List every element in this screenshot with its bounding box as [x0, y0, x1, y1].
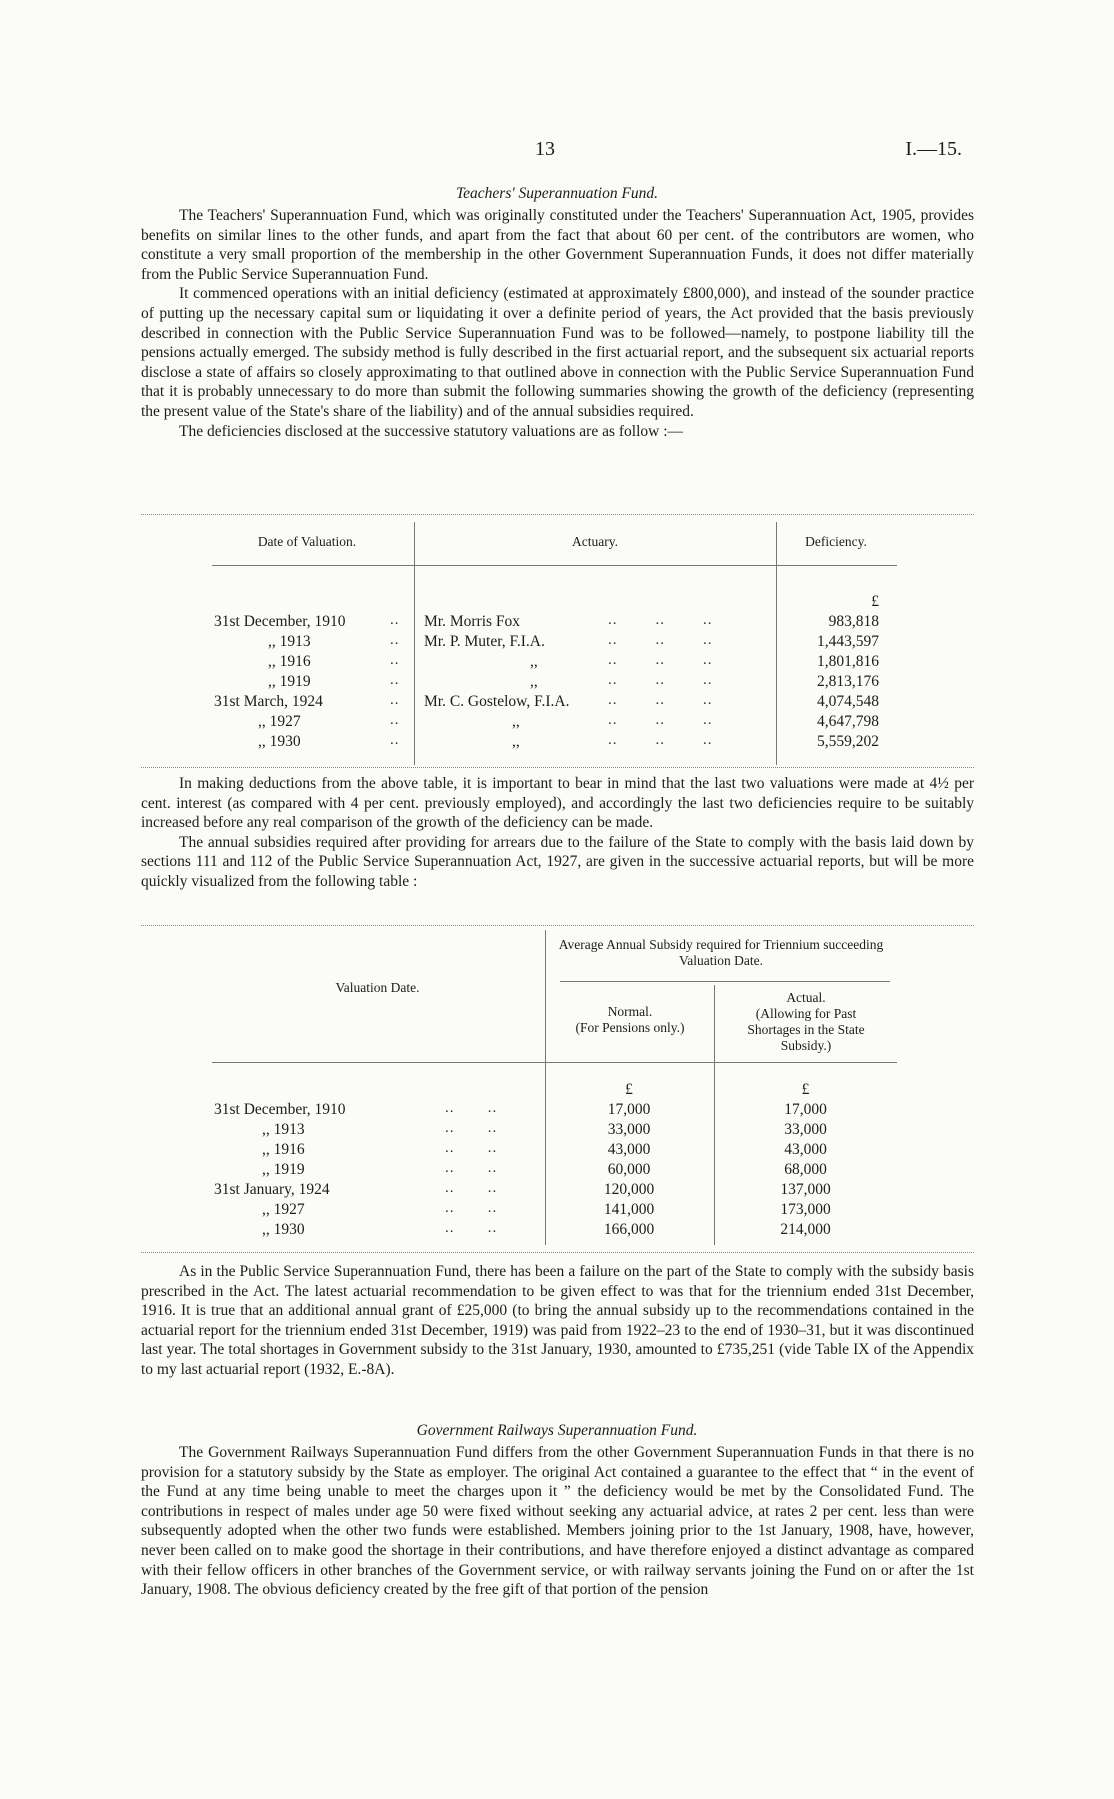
leader-dots: ..	[390, 692, 400, 708]
leader-dots: ..	[390, 672, 400, 688]
leader-dots: .. .. ..	[608, 632, 713, 648]
header-rule	[212, 565, 897, 566]
table-cell-actual: 68,000	[784, 1161, 827, 1178]
table-cell-date: ,, 1913	[262, 1121, 305, 1138]
leader-dots: ..	[390, 732, 400, 748]
table-rule	[141, 1252, 974, 1253]
leader-dots: .. .. ..	[608, 732, 713, 748]
group-header-subsidy: Average Annual Subsidy required for Triennium succeeding Valuation Date.	[558, 937, 884, 968]
col-header-valuation-date: Valuation Date.	[335, 980, 420, 995]
leader-dots: .. ..	[445, 1160, 498, 1176]
table-cell-actual: 43,000	[784, 1141, 827, 1158]
col-header-deficiency: Deficiency.	[805, 534, 867, 549]
col-header-actual: Actual. (Allowing for Past Shortages in the State Subsidy.)	[747, 990, 865, 1053]
table-cell-actual: 173,000	[780, 1201, 831, 1218]
table-rule	[141, 767, 974, 768]
table-rule	[141, 514, 974, 515]
table-rule	[141, 925, 974, 926]
table-cell-actuary: Mr. C. Gostelow, F.I.A.	[424, 693, 570, 710]
section-title-railways: Government Railways Superannuation Fund.	[416, 1422, 698, 1439]
after-table-body	[141, 1262, 974, 1380]
col-header-actuary: Actuary.	[572, 534, 618, 549]
table-cell-actual: 137,000	[780, 1181, 831, 1198]
table-cell-actuary: ,,	[530, 673, 538, 690]
table-cell-normal: 120,000	[603, 1181, 655, 1198]
table-cell-date: ,, 1927	[262, 1201, 305, 1218]
leader-dots: .. ..	[445, 1120, 498, 1136]
table-cell-date: ,, 1927	[258, 713, 301, 730]
table-cell-date: ,, 1913	[268, 633, 311, 650]
leader-dots: .. ..	[445, 1220, 498, 1236]
table-cell-actuary: ,,	[530, 653, 538, 670]
table-cell-actuary: Mr. Morris Fox	[424, 613, 521, 630]
paragraph: The deficiencies disclosed at the successive statutory valuations are as follow :—	[179, 422, 684, 440]
header-rule	[212, 1062, 897, 1063]
page-number: 13	[535, 138, 555, 160]
section2-body	[141, 1443, 974, 1600]
table-cell-deficiency: 5,559,202	[817, 733, 879, 750]
leader-dots: .. .. ..	[608, 672, 713, 688]
table-cell-actuary: Mr. P. Muter, F.I.A.	[424, 633, 545, 650]
table-cell-date: ,, 1930	[258, 733, 301, 750]
table-cell-deficiency: 2,813,176	[817, 673, 879, 690]
table-cell-deficiency: 4,647,798	[817, 713, 879, 730]
leader-dots: .. ..	[445, 1180, 498, 1196]
table-cell-normal: 141,000	[603, 1201, 655, 1218]
middle-body	[141, 774, 974, 892]
table-cell-date: ,, 1930	[262, 1221, 305, 1238]
column-divider	[414, 522, 415, 765]
table-cell-deficiency: 1,443,597	[817, 633, 879, 650]
paragraph: The Government Railways Superannuation Fund differs from the other Government Superannuation Funds in that there is no provision for a statutory subsidy by the State as employer. The original Act contained a guarantee to the effect that “ in the event of the Fund at any time being unable to meet the charges upon it ” the deficiency would be met by the Consolidated Fund. The contributions in respect of males under age 50 were fixed without seeking any actuarial advice, at rates 2 per cent. less than were subsequently adopted when the other two funds were established. Members joining prior to the 1st January, 1908, have, however, never been called on to make good the shortage in their contributions, and have therefore enjoyed a distinct advantage as compared with their fellow officers in other branches of the Government service, or with railway servants joining the Fund on or after the 1st January, 1908. The obvious deficiency created by the free gift of that portion of the pension	[141, 1444, 974, 1599]
table-cell-date: ,, 1919	[262, 1161, 305, 1178]
table-cell-actuary: ,,	[512, 733, 520, 750]
group-header-rule	[560, 981, 890, 982]
table-cell-deficiency: 4,074,548	[817, 693, 879, 710]
currency-symbol: £	[625, 1081, 633, 1098]
table-cell-normal: 60,000	[607, 1161, 651, 1178]
leader-dots: .. .. ..	[608, 612, 713, 628]
leader-dots: ..	[390, 712, 400, 728]
leader-dots: ..	[390, 612, 400, 628]
table-cell-actual: 33,000	[784, 1121, 827, 1138]
document-reference: I.—15.	[905, 138, 962, 160]
table-cell-date: ,, 1916	[262, 1141, 305, 1158]
leader-dots: .. ..	[445, 1200, 498, 1216]
table-cell-date: 31st December, 1910	[214, 1101, 346, 1118]
leader-dots: .. ..	[445, 1140, 498, 1156]
table-cell-deficiency: 1,801,816	[817, 653, 879, 670]
col-header-normal: Normal. (For Pensions only.)	[575, 1004, 685, 1035]
paragraph: The annual subsidies required after providing for arrears due to the failure of the State to comply with the basis laid down by sections 111 and 112 of the Public Service Superannuation Act, 1927, are given in the successive actuarial reports, but will be more quickly visualized from the following table :	[141, 833, 974, 890]
table-cell-normal: 17,000	[607, 1101, 651, 1118]
table-cell-date: 31st March, 1924	[214, 693, 323, 710]
leader-dots: .. ..	[445, 1100, 498, 1116]
section-title-teachers: Teachers' Superannuation Fund.	[455, 185, 659, 202]
leader-dots: .. .. ..	[608, 712, 713, 728]
leader-dots: .. .. ..	[608, 692, 713, 708]
table-cell-date: ,, 1919	[268, 673, 311, 690]
section1-body	[141, 206, 974, 441]
col-header-date: Date of Valuation.	[257, 534, 357, 549]
page-header	[0, 138, 1114, 164]
table-cell-date: 31st January, 1924	[214, 1181, 330, 1198]
table-cell-normal: 166,000	[603, 1221, 655, 1238]
paragraph: It commenced operations with an initial deficiency (estimated at approximately £800,000), and instead of the sounder practice of putting up the necessary capital sum or liquidating it over a definite period of years, the Act provided that the basis previously described in connection with the Public Service Superannuation Fund was to be followed—namely, to postpone liability till the pensions actually emerged. The subsidy method is fully described in the first actuarial report, and the subsequent six actuarial reports disclose a state of affairs so closely approximating to that outlined above in connection with the Public Service Superannuation Fund that it is probably unnecessary to do more than submit the following summaries showing the growth of the deficiency (representing the present value of the State's share of the liability) and of the annual subsidies required.	[141, 285, 974, 420]
table-cell-normal: 43,000	[607, 1141, 651, 1158]
paragraph: As in the Public Service Superannuation Fund, there has been a failure on the part of the State to comply with the subsidy basis prescribed in the Act. The latest actuarial recommendation to be given effect to was that for the triennium ended 31st December, 1916. It is true that an additional annual grant of £25,000 (to bring the annual subsidy up to the recommendations contained in the actuarial report for the triennium ended 31st December, 1919) was paid from 1922–23 to the end of 1930–31, but it was discontinued last year. The total shortages in Government subsidy to the 31st January, 1930, amounted to £735,251 (vide Table IX of the Appendix to my last actuarial report (1932, E.-8A).	[141, 1263, 974, 1378]
currency-symbol: £	[871, 593, 879, 610]
table-cell-actual: 17,000	[784, 1101, 827, 1118]
table-cell-actual: 214,000	[780, 1221, 831, 1238]
paragraph: In making deductions from the above table, it is important to bear in mind that the last two valuations were made at 4½ per cent. interest (as compared with 4 per cent. previously employed), and accordingly the last two deficiencies require to be suitably increased before any real comparison of the growth of the deficiency can be made.	[141, 775, 974, 832]
table-cell-deficiency: 983,818	[828, 613, 879, 630]
table-cell-date: ,, 1916	[268, 653, 311, 670]
table-cell-normal: 33,000	[607, 1121, 651, 1138]
paragraph: The Teachers' Superannuation Fund, which was originally constituted under the Teachers' Superannuation Act, 1905, provides benefits on similar lines to the other funds, and apart from the fact that about 60 per cent. of the contributors are women, who constitute a very small proportion of the membership in the other Government Superannuation Funds, it does not differ materially from the Public Service Superannuation Fund.	[141, 207, 974, 283]
currency-symbol: £	[801, 1081, 810, 1098]
table-cell-actuary: ,,	[512, 713, 520, 730]
table-cell-date: 31st December, 1910	[214, 613, 346, 630]
leader-dots: ..	[390, 652, 400, 668]
leader-dots: .. .. ..	[608, 652, 713, 668]
leader-dots: ..	[390, 632, 400, 648]
